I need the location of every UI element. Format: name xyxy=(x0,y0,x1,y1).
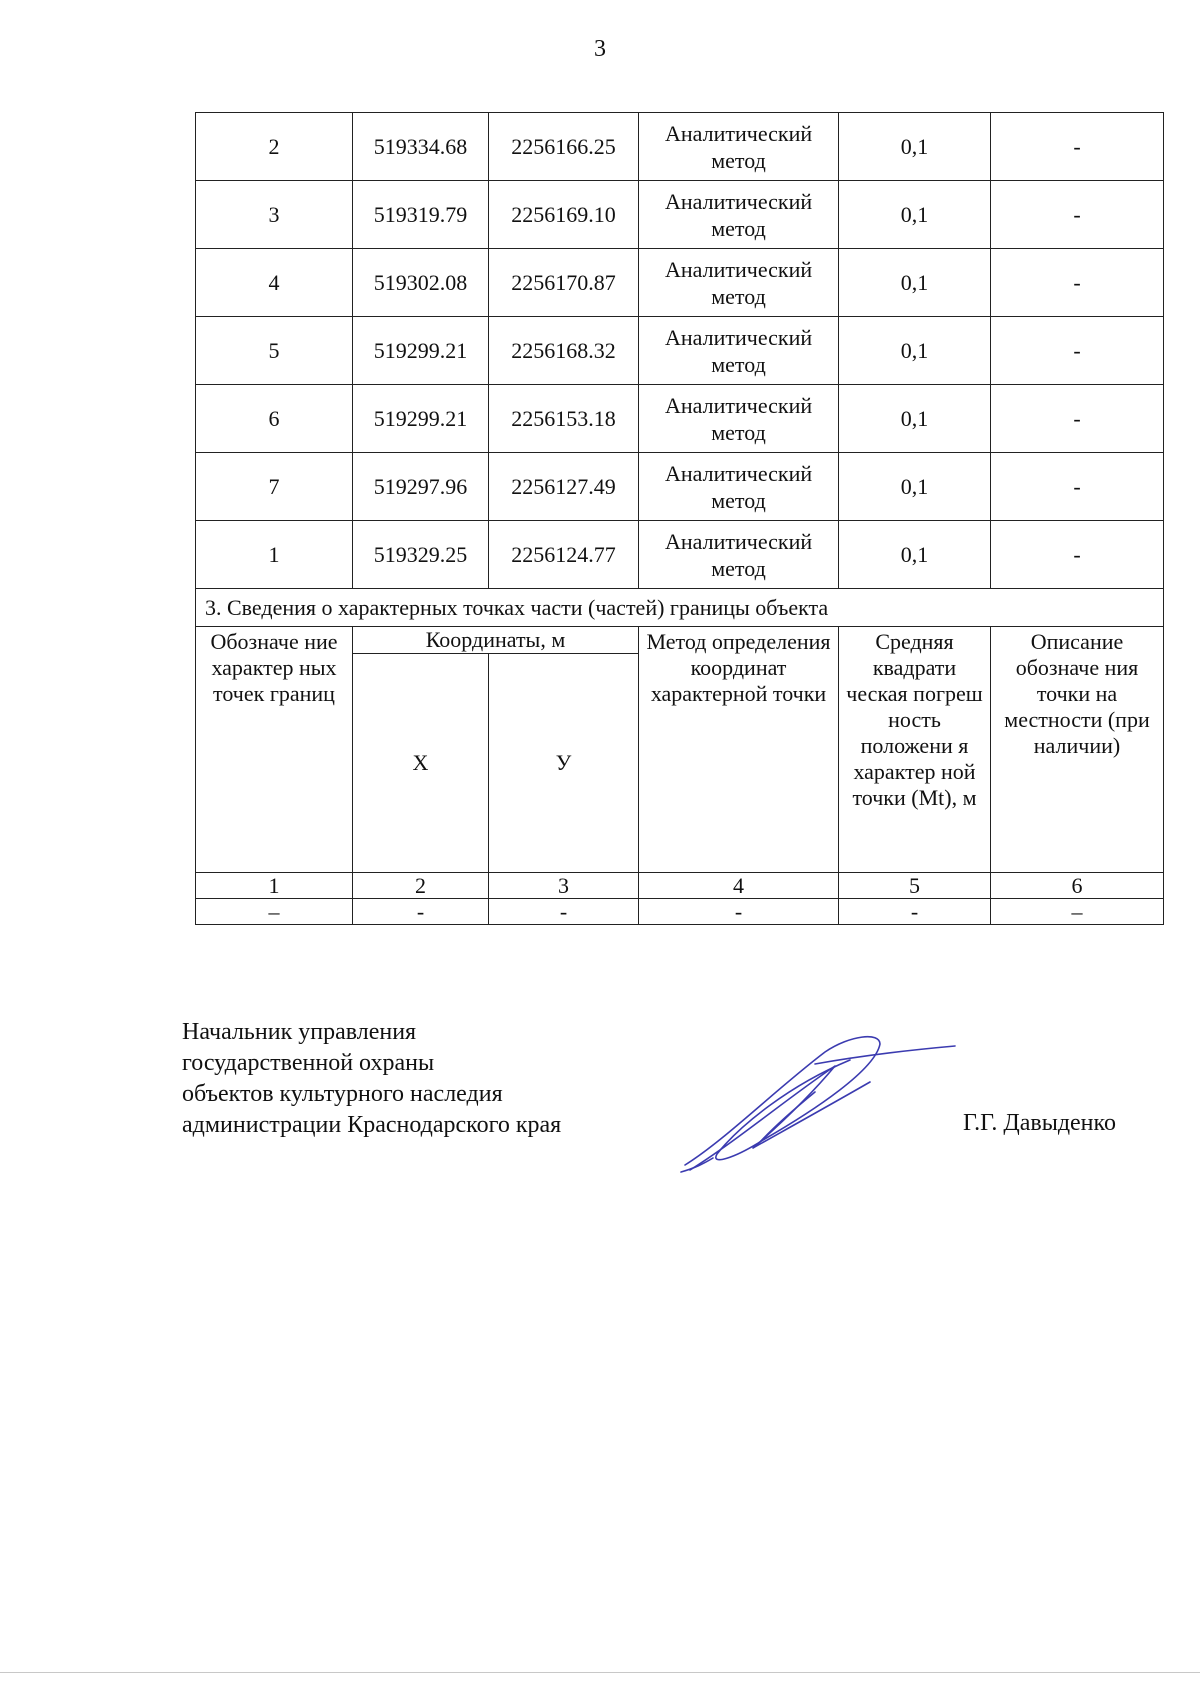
header-method: Метод определения координат характерной точки xyxy=(639,627,839,873)
method-cell: Аналитический метод xyxy=(639,453,839,521)
accuracy-cell: 0,1 xyxy=(839,453,991,521)
description-cell: - xyxy=(991,181,1164,249)
accuracy-cell: 0,1 xyxy=(839,317,991,385)
y-coordinate-cell: 2256127.49 xyxy=(489,453,639,521)
boundary-point-row xyxy=(196,317,1164,385)
header-y: У xyxy=(489,654,639,873)
description-cell: - xyxy=(991,317,1164,385)
empty-cell: - xyxy=(353,899,489,925)
description-cell: - xyxy=(991,521,1164,589)
empty-cell: - xyxy=(839,899,991,925)
description-cell: - xyxy=(991,453,1164,521)
empty-data-row xyxy=(196,899,1164,925)
header-designation: Обозначе ние характер ных точек границ xyxy=(196,627,353,873)
boundary-point-row xyxy=(196,113,1164,181)
boundary-point-row xyxy=(196,385,1164,453)
boundary-points-table xyxy=(195,112,1164,925)
column-number: 3 xyxy=(489,873,639,899)
point-cell: 5 xyxy=(196,317,353,385)
position-line: администрации Краснодарского края xyxy=(182,1112,562,1138)
boundary-point-row xyxy=(196,453,1164,521)
boundary-point-row xyxy=(196,181,1164,249)
boundary-point-row xyxy=(196,249,1164,317)
description-cell: - xyxy=(991,113,1164,181)
description-cell: - xyxy=(991,385,1164,453)
point-cell: 4 xyxy=(196,249,353,317)
method-cell: Аналитический метод xyxy=(639,113,839,181)
point-cell: 6 xyxy=(196,385,353,453)
section-title: 3. Сведения о характерных точках части (частей) границы объекта xyxy=(196,589,1164,627)
column-number: 6 xyxy=(991,873,1164,899)
page-footer-rule xyxy=(0,1672,1200,1673)
y-coordinate-cell: 2256169.10 xyxy=(489,181,639,249)
y-coordinate-cell: 2256166.25 xyxy=(489,113,639,181)
empty-cell: - xyxy=(639,899,839,925)
y-coordinate-cell: 2256168.32 xyxy=(489,317,639,385)
handwritten-signature xyxy=(665,1030,965,1190)
accuracy-cell: 0,1 xyxy=(839,385,991,453)
method-cell: Аналитический метод xyxy=(639,249,839,317)
x-coordinate-cell: 519334.68 xyxy=(353,113,489,181)
column-number: 2 xyxy=(353,873,489,899)
point-cell: 3 xyxy=(196,181,353,249)
signatory-position xyxy=(182,1017,561,1141)
x-coordinate-cell: 519329.25 xyxy=(353,521,489,589)
header-accuracy: Средняя квадрати ческая погреш ность положени я характер ной точки (Mt), м xyxy=(839,627,991,873)
y-coordinate-cell: 2256124.77 xyxy=(489,521,639,589)
position-line: объектов культурного наследия xyxy=(182,1081,503,1107)
header-description: Описание обозначе ния точки на местности (при наличии) xyxy=(991,627,1164,873)
method-cell: Аналитический метод xyxy=(639,385,839,453)
header-x: Х xyxy=(353,654,489,873)
column-number: 5 xyxy=(839,873,991,899)
column-number: 4 xyxy=(639,873,839,899)
page-number: 3 xyxy=(594,36,606,62)
accuracy-cell: 0,1 xyxy=(839,181,991,249)
method-cell: Аналитический метод xyxy=(639,317,839,385)
column-number-row xyxy=(196,873,1164,899)
position-line: Начальник управления xyxy=(182,1019,417,1045)
x-coordinate-cell: 519299.21 xyxy=(353,385,489,453)
signer-name: Г.Г. Давыденко xyxy=(963,1110,1116,1136)
y-coordinate-cell: 2256170.87 xyxy=(489,249,639,317)
point-cell: 7 xyxy=(196,453,353,521)
accuracy-cell: 0,1 xyxy=(839,521,991,589)
accuracy-cell: 0,1 xyxy=(839,249,991,317)
method-cell: Аналитический метод xyxy=(639,521,839,589)
empty-cell: – xyxy=(196,899,353,925)
y-coordinate-cell: 2256153.18 xyxy=(489,385,639,453)
x-coordinate-cell: 519299.21 xyxy=(353,317,489,385)
header-row xyxy=(196,627,1164,654)
boundary-points-body xyxy=(196,113,1164,589)
position-line: государственной охраны xyxy=(182,1050,435,1076)
x-coordinate-cell: 519302.08 xyxy=(353,249,489,317)
accuracy-cell: 0,1 xyxy=(839,113,991,181)
section-title-row xyxy=(196,589,1164,627)
description-cell: - xyxy=(991,249,1164,317)
point-cell: 2 xyxy=(196,113,353,181)
boundary-point-row xyxy=(196,521,1164,589)
x-coordinate-cell: 519297.96 xyxy=(353,453,489,521)
empty-cell: – xyxy=(991,899,1164,925)
column-number: 1 xyxy=(196,873,353,899)
section-3 xyxy=(196,589,1164,925)
header-coordinates: Координаты, м xyxy=(353,627,639,654)
method-cell: Аналитический метод xyxy=(639,181,839,249)
x-coordinate-cell: 519319.79 xyxy=(353,181,489,249)
empty-cell: - xyxy=(489,899,639,925)
point-cell: 1 xyxy=(196,521,353,589)
